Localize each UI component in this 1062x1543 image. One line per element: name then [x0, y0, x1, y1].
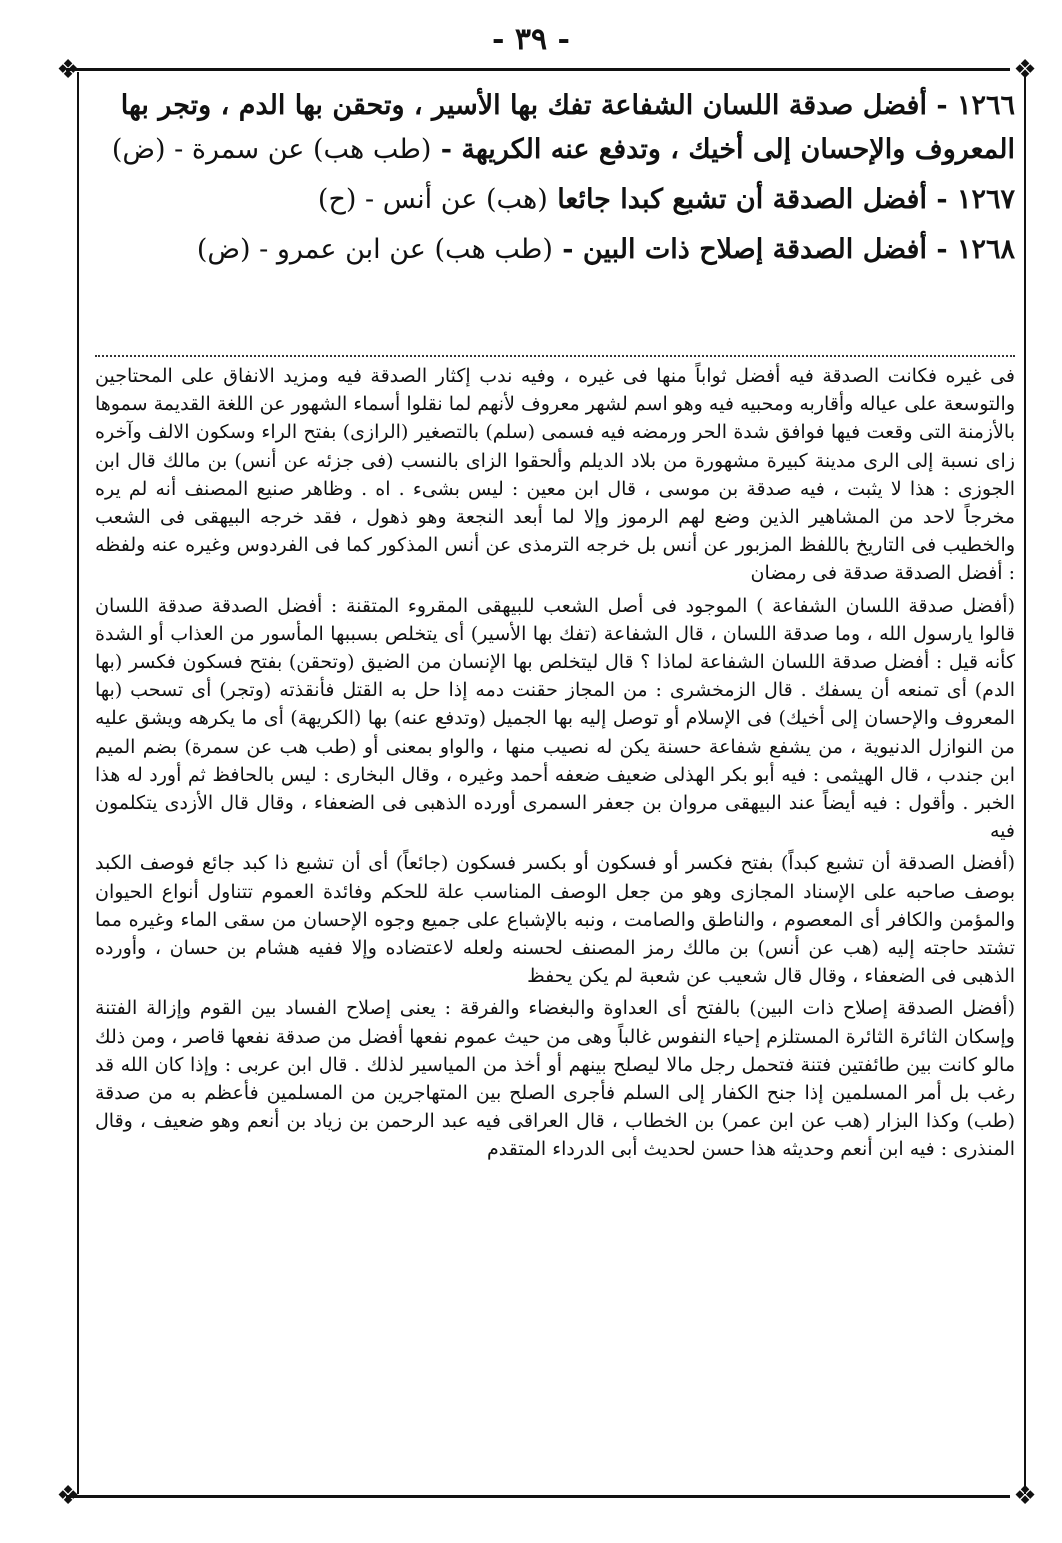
hadith-entry: ١٢٦٧ - أفضل الصدقة أن تشبع كبدا جائعا (هب) عن أنس - (ح) — [317, 184, 1015, 215]
hadith-source: (هب) عن أنس - (ح) — [317, 184, 548, 215]
right-border-line — [1024, 72, 1026, 1494]
hadith-number: ١٢٦٧ — [956, 184, 1015, 215]
hadith-text: أفضل الصدقة أن تشبع كبدا جائعا — [557, 184, 927, 215]
commentary-paragraph: فى غيره فكانت الصدقة فيه أفضل ثواباً منها فى غيره ، وفيه ندب إكثار الصدقة فيه ومزيد الانفاق على المحتاجين والتوسعة على عياله وأقاربه ومحبيه فيه وهو اسم لشهر معروف لأنهم لما نقلوا أسماء الشهور عن اللغة القديمة سموها بالأزمنة التى وقعت فيها فوافق شدة الحر ورمضه فيه فسمى (سلم) بالتصغير (الرازى) بفتح الراء وسكون الالف وآخره زاى نسبة إلى الرى مدينة كبيرة مشهورة من بلاد الديلم وألحقوا الزاى بالنسب (فى جزئه عن أنس) بن مالك قال ابن الجوزى : هذا لا يثبت ، فيه صدقة بن موسى ، قال ابن معين : ليس بشىء . اه . وظاهر صنيع المصنف أنه لم يره مخرجاً لاحد من المشاهير الذين وضع لهم الرموز وإلا لما أبعد النجعة وهو ذهول ، فقد خرجه البيهقى فى الشعب والخطيب فى التاريخ باللفظ المزبور عن أنس بل خرجه الترمذى عن أنس المذكور كما فى الفردوس وغيره عنه ولفظه : أفضل الصدقة صدقة فى رمضان — [95, 365, 1015, 585]
corner-ornament-icon: ❖ — [1013, 55, 1037, 85]
left-border-line — [77, 72, 79, 1494]
hadith-text: أفضل الصدقة إصلاح ذات البين — [582, 234, 927, 265]
hadith-text: أفضل صدقة اللسان الشفاعة تفك بها الأسير ، وتحقن بها الدم ، وتجر بها المعروف والإحسان إلى أخيك ، وتدفع عنه الكريهة — [120, 90, 1015, 165]
hadith-number: ١٢٦٨ — [956, 234, 1015, 265]
commentary-section — [95, 362, 1015, 1164]
corner-ornament-icon: ❖ — [56, 1481, 80, 1511]
corner-ornament-icon: ❖ — [56, 55, 80, 85]
page-number: - ٣٩ - — [491, 22, 571, 57]
hadith-source: (طب هب) عن سمرة - (ض) — [111, 134, 432, 165]
hadith-list — [95, 84, 1015, 278]
hadith-entry: ١٢٦٨ - أفضل الصدقة إصلاح ذات البين - (طب هب) عن ابن عمرو - (ض) — [196, 234, 1015, 265]
bottom-border-line — [66, 1495, 1010, 1498]
hadith-source: (طب هب) عن ابن عمرو - (ض) — [196, 234, 553, 265]
section-divider — [95, 355, 1015, 357]
commentary-paragraph: (أفضل صدقة اللسان الشفاعة ) الموجود فى أصل الشعب للبيهقى المقروء المتقنة : أفضل الصدقة صدقة اللسان قالوا يارسول الله ، وما صدقة اللسان ، قال الشفاعة (تفك بها الأسير) أى يتخلص بسببها المأسور من العذاب أو الشدة كأنه قيل : أفضل صدقة اللسان الشفاعة لماذا ؟ قال ليتخلص بها الإنسان من الضيق (وتحقن) بفتح فسكون فكسر (بها الدم) أى تمنعه أن يسفك . قال الزمخشرى : من المجاز حقنت دمه إذا حل به القتل فأنقذته (وتجر) أى تسحب (بها المعروف والإحسان إلى أخيك) فى الإسلام أو توصل إليه بها الجميل (وتدفع عنه) بها (الكريهة) أى ما يكرهه ويشق عليه من النوازل الدنيوية ، من يشفع شفاعة حسنة يكن له نصيب منها ، والواو بمعنى أو (طب هب عن سمرة) بضم الميم ابن جندب ، قال الهيثمى : فيه أبو بكر الهذلى ضعيف ضعفه أحمد وغيره ، وقال البخارى : ليس بالحافظ ثم أورد له هذا الخبر . وأقول : فيه أيضاً عند البيهقى مروان بن جعفر السمرى أورده الذهبى فى الضعفاء ، وقال قال الأزدى يتكلمون فيه — [95, 594, 1015, 843]
hadith-entry: ١٢٦٦ - أفضل صدقة اللسان الشفاعة تفك بها الأسير ، وتحقن بها الدم ، وتجر بها المعروف والإحسان إلى أخيك ، وتدفع عنه الكريهة - (طب هب) عن سمرة - (ض) — [111, 90, 1015, 165]
commentary-paragraph: (أفضل الصدقة أن تشبع كبداً) بفتح فكسر أو فسكون أو بكسر فسكون (جائعاً) أى أن تشبع ذا كبد جائع فوصف الكبد بوصف صاحبه على الإسناد المجازى وهو من جعل الوصف المناسب علة للحكم وفائدة العموم تتناول أنواع الحيوان والمؤمن والكافر أى المعصوم ، والناطق والصامت ، ونبه بالإشباع على جميع وجوه الإحسان من سقى الماء وغيره مما تشتد حاجته إليه (هب عن أنس) بن مالك رمز المصنف لحسنه ولعله لاعتضاده وإلا ففيه هشام بن حسان ، وأورده الذهبى فى الضعفاء ، وقال قال شعيب عن شعبة لم يكن يحفظ — [95, 852, 1016, 988]
commentary-paragraph: (أفضل الصدقة إصلاح ذات البين) بالفتح أى العداوة والبغضاء والفرقة : يعنى إصلاح الفساد بين القوم وإزالة الفتنة وإسكان الثائرة الثائرة المستلزم إحياء النفوس غالباً وهى من حيث عموم نفعها أفضل من صدقة نفعها قاصر ، ومن ذلك مالو كانت بين طائفتين فتنة فتحمل رجل مالا ليصلح بينهم أو أخذ من المياسير لذلك . قال ابن عربى : وإذا كان الله قد رغب بل أمر المسلمين إذا جنح الكفار إلى السلم فأجرى الصلح بين المتهاجرين من المسلمين فأعظم به من صدقة (طب) وكذا البزار (هب عن ابن عمر) بن الخطاب ، قال العراقى فيه عبد الرحمن بن زياد بن أنعم وهو ضعيف ، وقال المنذرى : فيه ابن أنعم وحديثه هذا حسن لحديث أبى الدرداء المتقدم — [95, 997, 1015, 1161]
corner-ornament-icon: ❖ — [1013, 1481, 1037, 1511]
top-border-line — [66, 68, 1010, 71]
hadith-number: ١٢٦٦ — [956, 90, 1015, 121]
